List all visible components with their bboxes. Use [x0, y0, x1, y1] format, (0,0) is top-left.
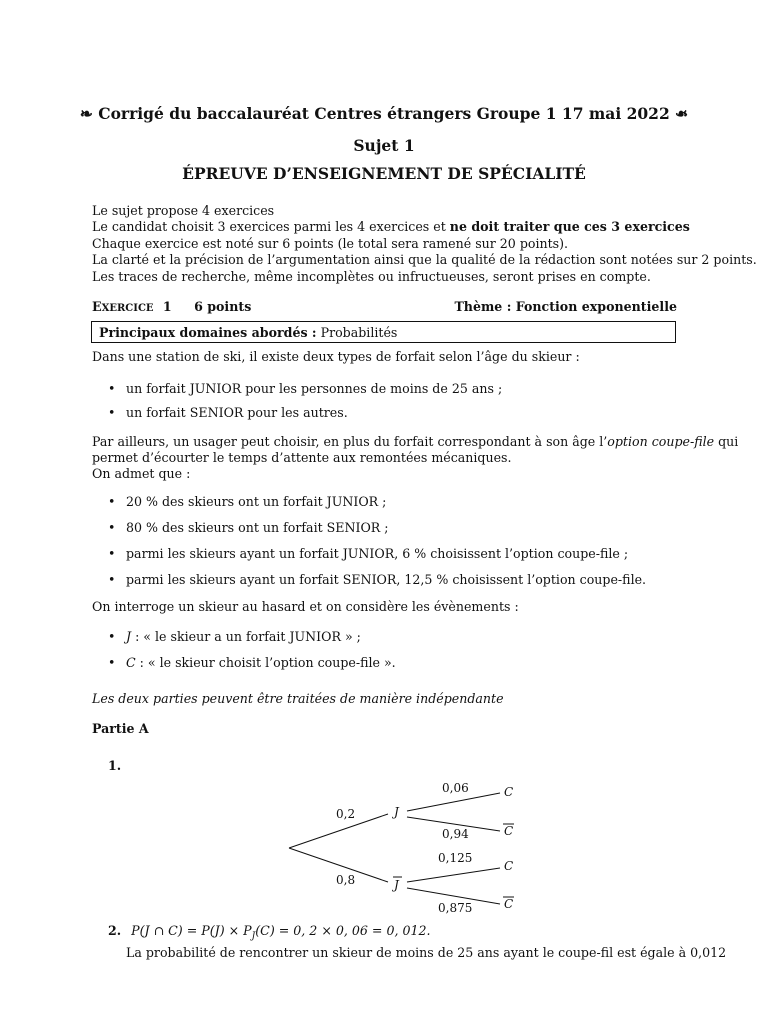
prob-C-given-J: 0,06: [442, 781, 469, 795]
epreuve-title: ÉPREUVE D’ENSEIGNEMENT DE SPÉCIALITÉ: [182, 164, 586, 183]
node-notC2: C: [504, 897, 514, 911]
intro-line: Chaque exercice est noté sur 6 points (le total sera ramené sur 20 points).: [92, 235, 569, 251]
paragraph: permet d’écourter le temps d’attente aux remontées mécaniques.: [92, 450, 512, 465]
exercise-points: 6 points: [194, 299, 252, 314]
question-number: 2.: [108, 923, 122, 938]
note: Les deux parties peuvent être traitées de manière indépendante: [92, 691, 504, 706]
exercise-label: EXERCICE 1 6 points: [92, 299, 252, 314]
paragraph: Par ailleurs, un usager peut choisir, en plus du forfait correspondant à son âge l’option coupe-file qui: [92, 434, 739, 449]
intro-line: Les traces de recherche, même incomplètes ou infructueuses, seront prises en compte.: [92, 268, 651, 284]
ornament-right-icon: ❧: [675, 104, 689, 123]
prob-notC-given-notJ: 0,875: [438, 901, 473, 915]
ornament-left-icon: ❧: [79, 104, 93, 123]
intro-line: Le candidat choisit 3 exercices parmi les 4 exercices et ne doit traiter que ces 3 exercices: [92, 219, 690, 235]
paragraph: On admet que :: [92, 466, 191, 481]
branch-J-C: [407, 793, 500, 811]
prob-notC-given-J: 0,94: [442, 827, 469, 841]
node-notJ: J: [394, 878, 399, 892]
intro-line: Le sujet propose 4 exercices: [92, 203, 275, 218]
paragraph: On interroge un skieur au hasard et on considère les évènements :: [92, 599, 519, 614]
node-C2: C: [504, 859, 514, 873]
formula: P(J ∩ C) = P(J) × P: [131, 923, 252, 938]
intro-line: La clarté et la précision de l’argumentation ainsi que la qualité de la rédaction sont notées sur 2 points.: [92, 252, 757, 268]
branch-notJ-C: [407, 868, 500, 882]
partie-heading: Partie A: [92, 721, 149, 736]
paragraph: Dans une station de ski, il existe deux types de forfait selon l’âge du skieur :: [92, 349, 580, 364]
exercise-theme: Thème : Fonction exponentielle: [454, 299, 677, 314]
node-notC1: C: [504, 824, 514, 838]
question-number: 1.: [108, 758, 122, 773]
node-C1: C: [504, 785, 514, 799]
prob-C-given-notJ: 0,125: [438, 851, 473, 865]
prob-J: 0,2: [336, 807, 356, 821]
question-2: 2. P(J ∩ $C) = P(J) \times P_J(C) = 0$, 2 × 0, 06 = 0, 012.: [108, 923, 431, 942]
document-page: ❧ Corrigé du baccalauréat Centres étrangers Groupe 1 17 mai 2022 ❧ Sujet 1 ÉPREUVE D’ENSEIGNEMENT DE SPÉCIALITÉ Le sujet propose 4 exercices Le candidat choisit 3 exercices parmi les 4 exercices et ne doit traiter que ces 3 exercices Chaque exercice est noté sur 6 points (le total sera ramené sur 20 points). La clarté et la précision de l’argumentation ainsi que la qualité de la rédaction sont notées sur 2 points. Les traces de recherche, même incomplètes ou infructueuses, seront prises en compte. EXERCICE 1 6 points Thème : Fonction exponentielle Principaux domaines abordés : Probabilités Dans une station de ski, il existe deux types de forfait selon l’âge du skieur : • un forfait JUNIOR pour les personnes de moins de 25 ans ; • un forfait SENIOR pour les autres. Par ailleurs, un usager peut choisir, en plus du forfait correspondant à son âge l’option coupe-file qui permet d’écourter le temps d’attente aux remontées mécaniques. On admet que : • 20 % des skieurs ont un forfait JUNIOR ; • 80 % des skieurs ont un forfait SENIOR ; • parmi les skieurs ayant un forfait JUNIOR, 6 % choisissent l’option coupe-file ; • parmi les skieurs ayant un forfait SENIOR, 12,5 % choisissent l’option coupe-file. On interroge un skieur au hasard et on considère les évènements : • J : « le skieur a un forfait JUNIOR » ; • C : « le skieur choisit l’option coupe-file ». Les deux parties peuvent être traitées de manière indépendante Partie A 1. 0,2 0,8 0,06 0,94 0,125 0,875 J J C C C C 2. P(J ∩ $C) = P(J) \times P_J(C) = 0$, 2 × 0, 06 = 0, 012. La probabilité de rencontrer un skieur de moins de 25 ans ayant le coupe-fil est égale à 0,012: [0, 0, 768, 1024]
node-J: J: [394, 805, 399, 819]
domains-box: Principaux domaines abordés : Probabilités: [91, 321, 676, 343]
subject-title: Sujet 1: [353, 136, 415, 155]
title-text: Corrigé du baccalauréat Centres étrangers Groupe 1 17 mai 2022: [98, 104, 670, 123]
prob-notJ: 0,8: [336, 873, 356, 887]
answer-text: La probabilité de rencontrer un skieur de moins de 25 ans ayant le coupe-fil est égale à 0,012: [126, 945, 727, 960]
